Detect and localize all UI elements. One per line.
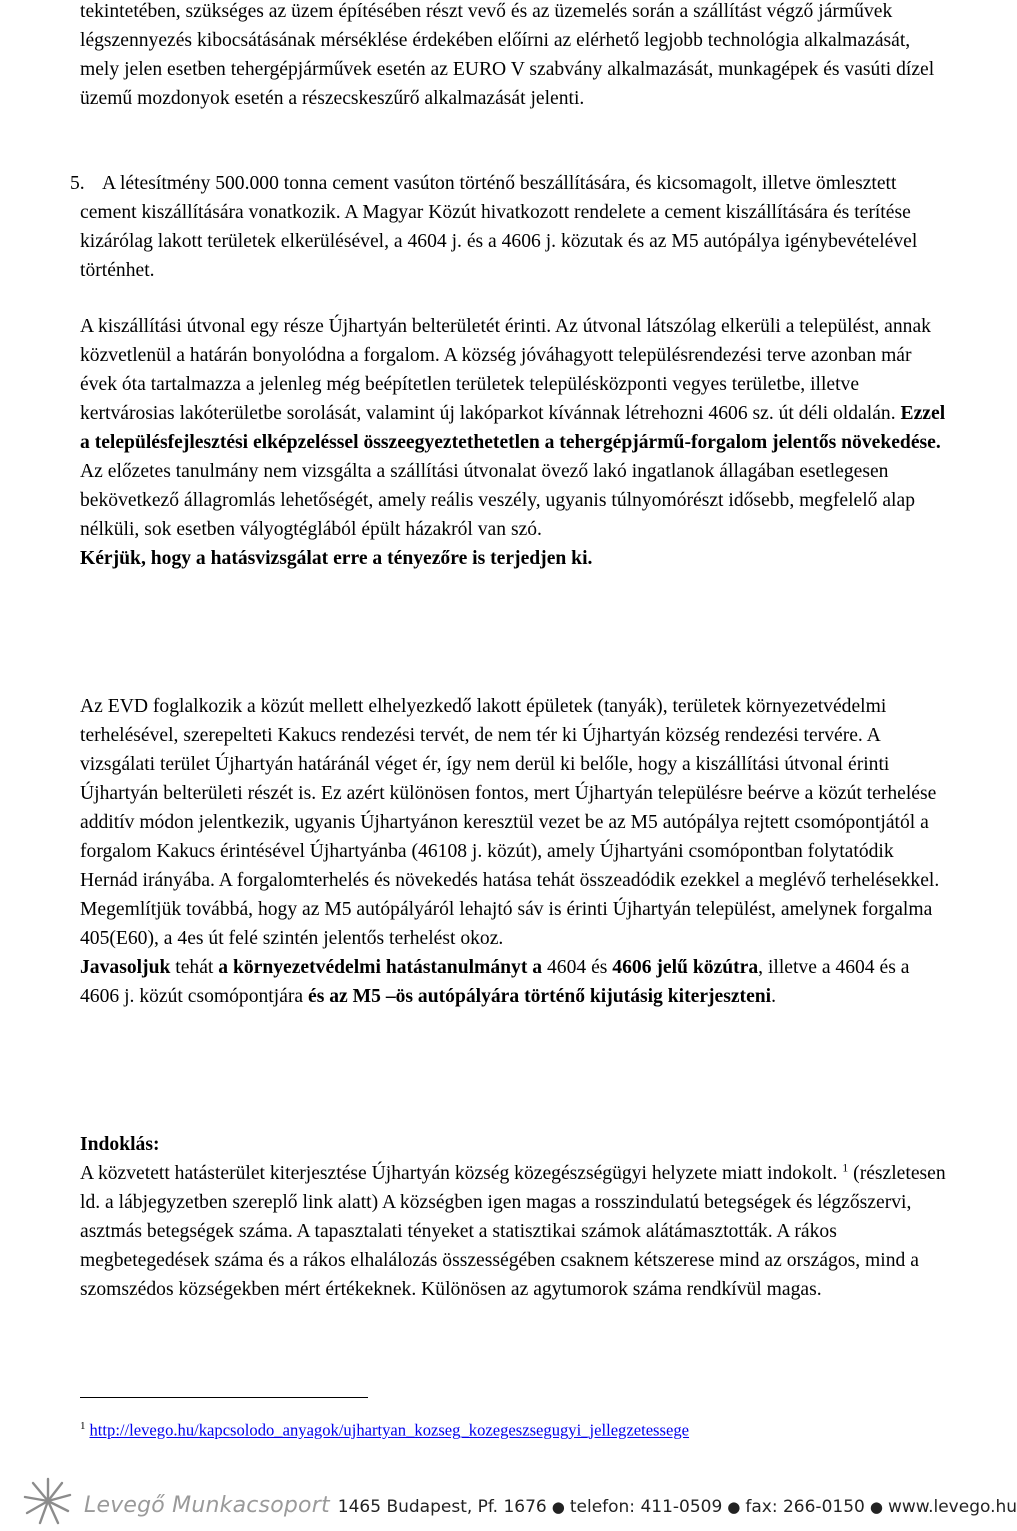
paragraph-evd [80,692,952,1011]
bullet-icon: ● [551,1498,565,1516]
footer-address: 1465 Budapest, Pf. 1676 [337,1497,547,1517]
list-number: 5. [70,173,85,194]
recommend-bold-3: a környezetvédelmi hatástanulmányt a [218,957,543,978]
footer-brand: Levegő Munkacsoport [84,1493,330,1518]
recommend-text-4: 4604 és [542,957,613,978]
footnote-mark: 1 [80,1420,86,1432]
footer-website[interactable]: www.levego.hu [887,1497,1017,1517]
list-item-text: A létesítmény 500.000 tonna cement vasúton történő beszállítására, és kicsomagolt, illetve ömlesztett cement kiszállítására vonatkozik. A Magyar Közút hivatkozott rendelete a cement kiszállítására és terítése kizárólag lakott területek elkerülésével, a 4604 j. és a 4606 j. közutak és az M5 autópálya igénybevételével történhet. [80,173,918,281]
paragraph-justification [80,1130,952,1304]
bullet-icon: ● [727,1498,741,1516]
footer [84,1493,1017,1518]
route-bold-statement: Ezzel a településfejlesztési elképzeléssel összeegyeztethetetlen a tehergépjármű-forgalom jelentős növekedése. [80,403,946,453]
footnote-link[interactable]: http://levego.hu/kapcsolodo_anyagok/ujhartyan_kozseg_kozegeszsegugyi_jellegzetessege [89,1420,689,1440]
justification-text-1: A közvetett hatásterület kiterjesztése Újhartyán község közegészségügyi helyzete miatt indokolt. [80,1163,843,1184]
justification-heading: Indoklás: [80,1134,160,1155]
m5-text: Megemlítjük továbbá, hogy az M5 autópályáról lehajtó sáv is érinti Újhartyán települést, amelynek forgalma 405(E60), a 4es út felé szintén jelentős terhelést okoz. [80,899,933,949]
recommend-bold-7: és az M5 –ös autópályára történő kijutásig kiterjeszteni [308,986,772,1007]
footnote-divider [80,1397,368,1398]
evd-text: Az EVD foglalkozik a közút mellett elhelyezkedő lakott épületek (tanyák), területek környezetvédelmi terhelésével, szerepelteti Kakucs rendezési tervét, de nem tér ki Újhartyán község rendezési tervére. A vizsgálati terület Újhartyán határánál véget ér, így nem derül ki belőle, hogy a kiszállítási útvonal érinti Újhartyán belterületi részét is. Ez azért különösen fontos, mert Újhartyán településre beérve a közút terhelése additív módon jelentkezik, ugyanis Újhartyánon keresztül vezet be az M5 autópálya rejtett csomópontjától a forgalom Kakucs érintésével Újhartyánba (46108 j. közút), amely Újhartyáni csomópontban folytatódik Hernád irányába. A forgalomterhelés és növekedés hatása tehát összeadódik ezekkel a meglévő terhelésekkel. [80,696,940,891]
route-text: A kiszállítási útvonal egy része Újhartyán belterületét érinti. Az útvonal látszólag elkerüli a települést, annak közvetlenül a határán bonyolódna a forgalom. A község jóváhagyott településrendezési terve azonban már évek óta tartalmazza a jelenleg még beépítetlen területek településközponti vegyes területbe, illetve kertvárosias lakóterületbe sorolását, valamint új lakóparkot kívánnak létrehozni 4606 sz. út déli oldalán. [80,316,931,424]
recommend-text-2: tehát [170,957,219,978]
recommend-bold-5: 4606 jelű közútra [612,957,759,978]
paragraph-route [80,312,952,573]
request-bold-statement: Kérjük, hogy a hatásvizsgálat erre a tényezőre is terjedjen ki. [80,548,593,569]
paragraph-intro: tekintetében, szükséges az üzem építésében részt vevő és az üzemelés során a szállítást végző járművek légszennyezés kibocsátásának mérséklése érdekében előírni az elérhető legjobb technológia alkalmazását, mely jelen esetben tehergépjárművek esetén az EURO V szabvány alkalmazását, munkagépek és vasúti dízel üzemű mozdonyok esetén a részecskeszűrő alkalmazását jelenti. [80,1,935,109]
recommend-text-8: . [771,986,777,1007]
list-item-5 [70,169,952,285]
recommend-text-6: , illetve a 4604 és a 4606 j. közút csomópontjára [80,957,910,1007]
footer-phone: telefon: 411-0509 [569,1497,723,1517]
footnote-reference[interactable]: 1 [842,1160,849,1175]
justification-text-2: (részletesen ld. a lábjegyzetben szereplő link alatt) A községben igen magas a rosszindulatú betegségek és légzőszervi, asztmás betegségek száma. A tapasztalati tényeket a statisztikai számok alátámasztották. A rákos megbetegedések száma és a rákos elhalálozás összességében csaknem kétszerese mind az országos, mind a szomszédos községekben mért értékeknek. Különösen az agytumorok száma rendkívül magas. [80,1163,946,1300]
study-text: Az előzetes tanulmány nem vizsgálta a szállítási útvonalat övező lakó ingatlanok állagában esetlegesen bekövetkező állagromlás lehetőségét, amely reális veszély, ugyanis túlnyomórészt idősebb, megfelelő alap nélküli, sok esetben vályogtéglából épült házakról van szó. [80,461,915,540]
footnote [80,1414,689,1443]
bullet-icon: ● [869,1498,883,1516]
footer-fax: fax: 266-0150 [745,1497,865,1517]
recommend-bold-1: Javasoljuk [80,957,171,978]
levego-logo-icon [18,1473,78,1529]
